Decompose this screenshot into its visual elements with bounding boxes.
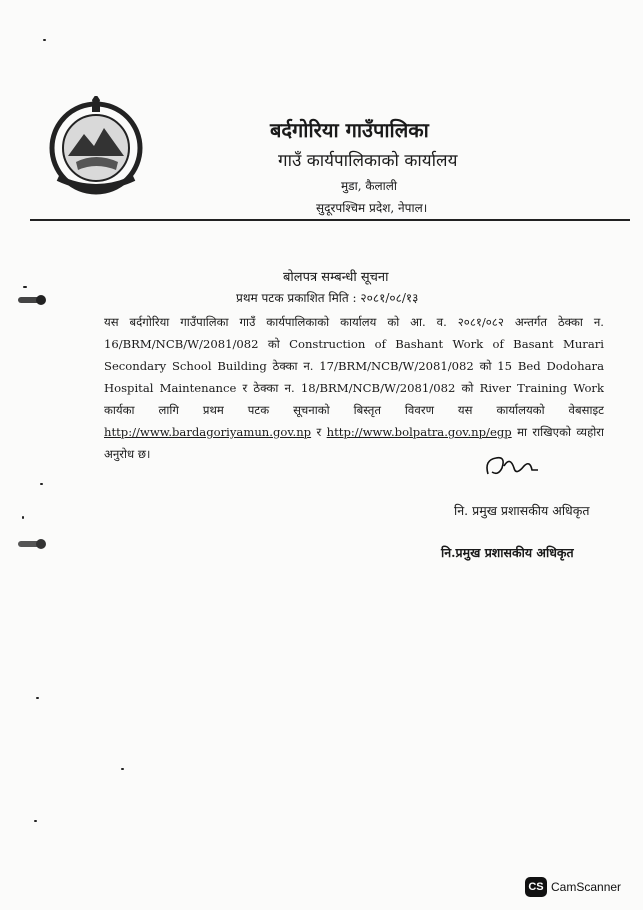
notice-line-links bbox=[104, 421, 604, 443]
notice-line: यस बर्दगोरिया गाउँपालिका गाउँ कार्यपालिकाको कार्यालय को आ. व. २०८१/०८२ अन्तर्गत ठेक्का न. bbox=[104, 315, 604, 329]
notice-line: Secondary School Building ठेक्का न. 17/BRM/NCB/W/2081/082 को 15 Bed Dodohara bbox=[104, 359, 604, 373]
office-name: गाउँ कार्यपालिकाको कार्यालय bbox=[278, 151, 458, 171]
notice-publish-date: प्रथम पटक प्रकाशित मिति : २०८१/०८/१३ bbox=[236, 291, 419, 305]
header-divider bbox=[30, 219, 630, 221]
notice-closing: अनुरोध छ। bbox=[104, 447, 151, 461]
municipality-website-link[interactable]: http://www.bardagoriyamun.gov.np bbox=[104, 425, 312, 439]
scan-speck bbox=[40, 483, 43, 485]
municipality-name: बर्दगोरिया गाउँपालिका bbox=[270, 118, 429, 142]
notice-line-tail: मा राखिएको व्यहोरा bbox=[511, 425, 604, 439]
camscanner-label: CamScanner bbox=[551, 880, 622, 894]
scan-speck bbox=[34, 820, 37, 822]
officer-title-handwritten: नि. प्रमुख प्रशासकीय अधिकृत bbox=[454, 503, 590, 518]
scan-speck bbox=[22, 516, 24, 519]
notice-line: कार्यका लागि प्रथम पटक सूचनाको बिस्तृत विवरण यस कार्यालयको वेबसाइट bbox=[104, 403, 604, 417]
province-name: सुदूरपश्चिम प्रदेश, नेपाल। bbox=[316, 201, 428, 215]
notice-body bbox=[104, 311, 604, 465]
camscanner-watermark bbox=[525, 877, 621, 897]
nepal-emblem-icon bbox=[46, 96, 146, 196]
bolpatra-website-link[interactable]: http://www.bolpatra.gov.np/egp bbox=[326, 425, 512, 439]
officer-title-stamp: नि.प्रमुख प्रशासकीय अधिकृत bbox=[441, 545, 574, 560]
notice-title: बोलपत्र सम्बन्धी सूचना bbox=[283, 270, 389, 285]
notice-line: 16/BRM/NCB/W/2081/082 को Construction of Bashant Work of Basant Murari bbox=[104, 337, 604, 351]
handwritten-signature-icon bbox=[480, 452, 540, 482]
staple-icon bbox=[18, 538, 46, 550]
office-location: मुडा, कैलाली bbox=[341, 179, 398, 193]
scan-speck bbox=[43, 39, 46, 41]
scan-speck bbox=[121, 768, 124, 770]
notice-line: Hospital Maintenance र ठेक्का न. 18/BRM/NCB/W/2081/082 को River Training Work bbox=[104, 381, 604, 395]
camscanner-logo-icon: CS bbox=[525, 877, 547, 897]
scan-speck bbox=[36, 697, 39, 699]
staple-icon bbox=[18, 294, 46, 306]
connector-text: र bbox=[311, 425, 327, 439]
scan-speck bbox=[23, 286, 27, 288]
